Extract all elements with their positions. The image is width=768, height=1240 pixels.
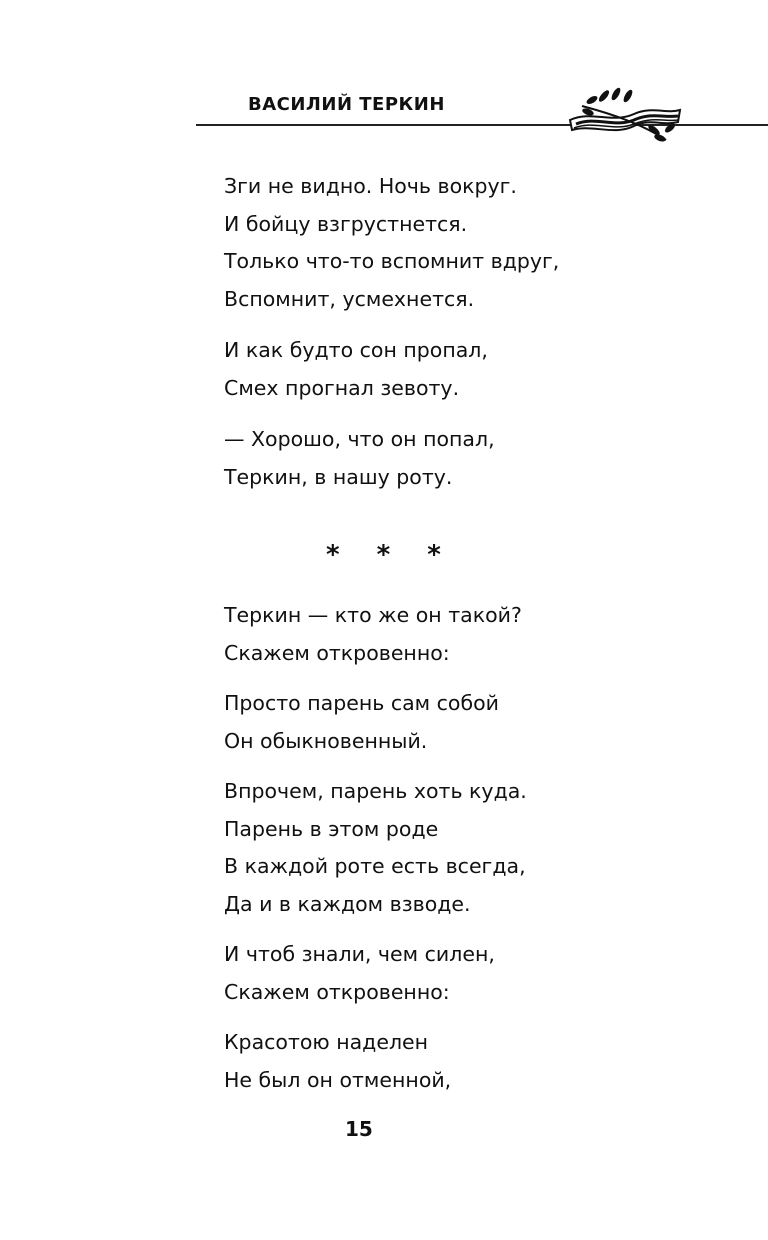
poem-line: Вспомнит, усмехнется. (224, 286, 475, 311)
stanza (224, 936, 694, 1011)
poem-line: Скажем откровенно: (224, 979, 450, 1004)
poem-line: Зги не видно. Ночь вокруг. (224, 174, 517, 198)
poem-line: Да и в каждом взводе. (224, 891, 471, 916)
poem-line: Не был он отменной, (224, 1067, 452, 1092)
poem-line: Красотою наделен (224, 1030, 429, 1054)
poem-line: Он обыкновенный. (224, 728, 428, 753)
poem-line: И чтоб знали, чем силен, (224, 942, 495, 966)
stanza (224, 1024, 694, 1099)
poem-line: Теркин — кто же он такой? (224, 603, 522, 627)
stanza (224, 685, 694, 760)
stanza (224, 421, 694, 496)
poem-line: Теркин, в нашу роту. (224, 464, 453, 489)
page-number: 15 (345, 1117, 373, 1141)
stanza (224, 597, 694, 672)
poem-line: Скажем откровенно: (224, 640, 450, 665)
poem-line: Смех прогнал зевоту. (224, 375, 460, 400)
poem-line: Впрочем, парень хоть куда. (224, 779, 527, 803)
laurel-branch-ribbon-icon (562, 84, 686, 146)
poem-line: И бойцу взгрустнется. (224, 211, 468, 236)
poem-bottom (224, 597, 694, 1099)
poem-top (224, 168, 694, 496)
running-title: ВАСИЛИЙ ТЕРКИН (248, 94, 445, 115)
stanza (224, 773, 694, 923)
poem-line: Парень в этом роде (224, 816, 439, 841)
poem-line: Просто парень сам собой (224, 691, 499, 715)
poem-line: В каждой роте есть всегда, (224, 854, 526, 878)
poem-line: — Хорошо, что он попал, (224, 427, 495, 451)
poem-line: И как будто сон пропал, (224, 338, 488, 362)
stanza (224, 168, 694, 318)
poem-line: Только что-то вспомнит вдруг, (224, 249, 560, 273)
stanza (224, 332, 694, 407)
section-separator: * * * (326, 540, 455, 570)
